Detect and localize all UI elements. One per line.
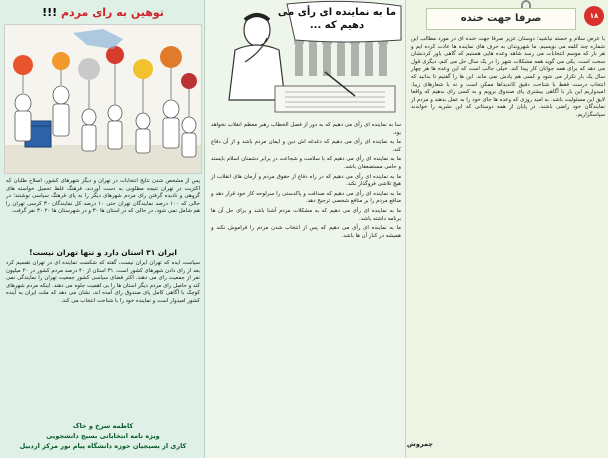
issue-badge: ۱۸ <box>584 6 604 26</box>
left-title-main: توهین به رای مردم <box>61 6 164 19</box>
middle-paragraph: ما به نماینده ای رأی می دهیم که با سلامت و شجاعت در برابر دشمنان اسلام بایستد و حامی مستضعفان باشد. <box>211 156 401 170</box>
election-cartoon <box>4 24 202 174</box>
author-signature: چمروش <box>406 440 433 448</box>
middle-column <box>205 0 405 458</box>
cartoon-illustration <box>4 25 201 174</box>
left-title-exclaim: !!! <box>42 6 58 19</box>
middle-title: ما به نماینده ای رأی می دهیم که ... <box>277 7 397 31</box>
left-credit-3: کاری از بسیجیان حوزه دانشگاه پیام نور مرکز اردبیل <box>19 442 187 450</box>
left-credit-1: کاظمه سرخ و خاک <box>72 422 134 430</box>
middle-paragraph: سا به نماینده ای رأی می دهیم که به دور از فصل الخطاب رهبر معظم انقلاب نخواهد بود. <box>211 122 401 136</box>
middle-paragraph: ما به نماینده ای رأی می دهیم که به مشکلات مردم آشنا باشد و برای حل آن ها برنامه داشته باشد. <box>211 207 401 222</box>
left-credit-2: ویژه نامه انتخاباتی بسیج دانشجویی <box>46 432 160 440</box>
middle-paragraph: ما به نماینده ای رأی می دهیم که در راه دفاع از حقوق مردم و آرمان های انقلاب از هیچ تلاشی فروگذار نکند. <box>211 173 401 188</box>
middle-text <box>211 122 401 242</box>
right-paragraph: با عرض سلام و خسته نباشید؛ دوستان عزیز صرفا جهت خنده ای در مورد مطالب این شماره چند کلمه می نویسیم. ما شهروندان به حرف های نماینده ها عادت کرده ایم و هر بار که موسم انتخابات می رسد شاهد وعده هایی هستیم که گاهی باور کردنشان سخت است. یکی می گوید همه مشکلات شهر را در یک سال حل می کنم، دیگری قول می دهد که برای همه جوانان کار پیدا کند. خیلی جالب است که این وعده ها هر چهار سال یک بار تکرار می شود و کسی هم یادش نمی ماند. این ها را گفتیم تا بدانید که انتخاب درست فقط با شناخت دقیق کاندیداها ممکن است و نه با شعارهای زیبا. امیدواریم این بار با آگاهی بیشتری پای صندوق برویم و به کسی رای بدهیم که واقعا لایق این مسئولیت باشد. به امید روزی که وعده ها جای خود را به عمل بدهند و مردم از نمایندگان خود راضی باشند. در پایان از همه دوستانی که این نشریه را خواندند سپاسگزاریم. <box>411 36 605 118</box>
right-column <box>405 0 608 458</box>
middle-paragraph: ما به نماینده ای رأی می دهیم که صداقت و پاکدستی را سرلوحه کار خود قرار دهد و منافع مردم را بر منافع شخصی ترجیح دهد. <box>211 190 401 205</box>
left-paragraph-2: سیاست ایده که تهران ایران نیست، گفته که شکست نماینده ای در تهران تقسیم کرد بعد از رای دادن شهرهای کشور است. ۳۱ استان از ۴۰ درصد مردم کشور در ۲۰ میلیون نفر از جمعیت رای می دهند. اکثر فضای سیاسی کشور جمعیت تهران را نمایندگی نمی کند و حاصل رای مردم دیگر استان ها را بی اهمیت جلوه می دهند. اینکه مردم شهرهای کوچک با آگاهی کامل پای صندوق رای آمده اند، نشان می دهد که ملت ایران به آینده کشور امیدوار است و نماینده خود را با شناخت انتخاب می کند. <box>6 260 200 304</box>
left-title <box>6 6 200 20</box>
left-paragraph-1: پس از مشخص شدن نتایج انتخابات در تهران و دیگر شهرهای کشور، اصلاح طلبان که اکثریت در تهران نتیجه مطلوبی به دست آوردند، فرهنگ غلط تحمیل خواسته های گروهی و نادیده گرفتن رای مردم شهرهای دیگر را به پای فرهنگ سیاسی نوشتند؛ در حالی که ۱۰۰ درصد نمایندگان تهران حتی ۱۰ درصد کل نمایندگان ۳۰ کرسی تهران را هم شامل نمی شود، در حالی که در استان ها ۳۰ و در شهرستان ها ۲۰ ۳۰ نفر گرفت. <box>6 178 200 215</box>
middle-paragraph: ما به نماینده ای رأی می دهیم که پس از انتخاب شدن مردم را فراموش نکند و همیشه در کنار آن ها باشد. <box>211 225 401 239</box>
left-subheading: ایران ۳۱ استان دارد و تنها تهران نیست! <box>29 248 177 257</box>
right-title: صرفا جهت خنده <box>426 8 576 30</box>
middle-paragraph: ما به نماینده ای رأی می دهیم که دغدغه اش دین و ایمان مردم باشد و از آن دفاع کند. <box>211 139 401 153</box>
left-column <box>0 0 205 458</box>
